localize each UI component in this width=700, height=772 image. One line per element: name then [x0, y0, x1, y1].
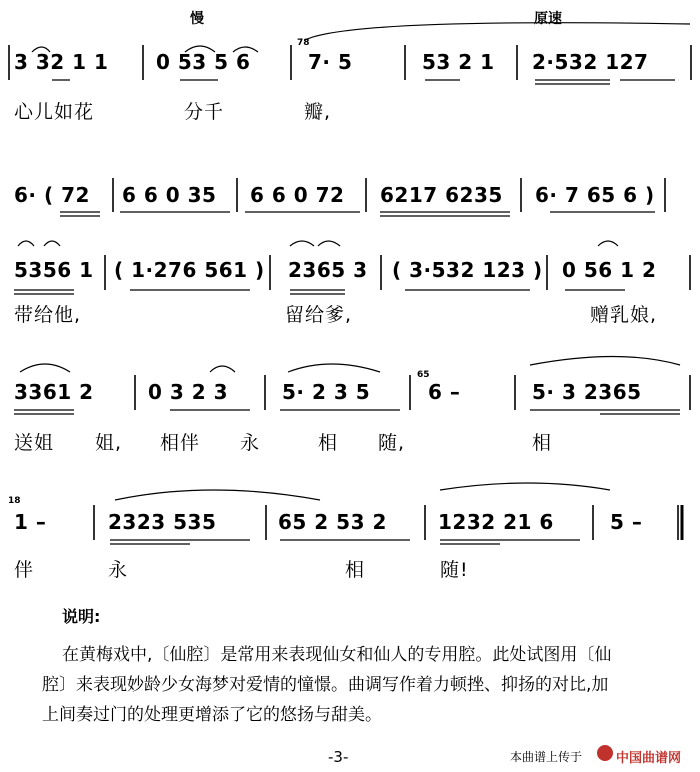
- system-1-mark: 78: [297, 38, 310, 48]
- system-3-lyric-1: 带给他,: [14, 304, 82, 326]
- notes-title: 说明:: [62, 607, 101, 626]
- tempo-line: [305, 23, 690, 40]
- system-3-lyric-3: 赠乳娘,: [590, 304, 658, 326]
- system-4-mark: 65: [417, 370, 430, 380]
- notes-line-2: 腔〕来表现妙龄少女海梦对爱情的憧憬。曲调写作着力顿挫、抑扬的对比,加: [42, 675, 609, 695]
- system-2-bar-1: 6· ( 72: [14, 183, 90, 207]
- system-4-bar-3: 5· 2 3 5: [282, 380, 371, 404]
- system-5-bar-2: 2323 535: [108, 510, 217, 534]
- system-5-bar-4: 1232 21 6: [438, 510, 554, 534]
- system-2-bar-2: 6 6 0 35: [122, 183, 217, 207]
- system-1-bar-1: 3 32 1 1: [14, 50, 109, 74]
- notes-line-1: 在黄梅戏中,〔仙腔〕是常用来表现仙女和仙人的专用腔。此处试图用〔仙: [62, 645, 612, 665]
- system-5-lyric-2: 永: [108, 559, 129, 581]
- system-5-bar-3: 65 2 53 2: [278, 510, 387, 534]
- system-2-bar-4: 6217 6235: [380, 183, 503, 207]
- system-1-lyric-2: 分千: [184, 101, 225, 123]
- system-4-bar-1: 3361 2: [14, 380, 94, 404]
- system-5-bar-1: 1 –: [14, 510, 47, 534]
- system-3-bar-4: ( 3·532 123 ): [392, 258, 543, 282]
- system-2-bar-3: 6 6 0 72: [250, 183, 345, 207]
- system-4-lyric-4: 永: [240, 432, 261, 454]
- tempo-slow: 慢: [190, 11, 204, 27]
- notes-line-3: 上间奏过门的处理更增添了它的悠扬与甜美。: [42, 705, 382, 725]
- system-3-bar-3: 2365 3: [288, 258, 368, 282]
- system-5-mark: 18: [8, 496, 21, 506]
- system-1-bar-3: 7· 5: [308, 50, 353, 74]
- system-3-bar-5: 0 56 1 2: [562, 258, 657, 282]
- system-3-bar-1: 5356 1: [14, 258, 94, 282]
- notes-body: [42, 640, 682, 730]
- site-logo-icon: [597, 745, 613, 761]
- system-4-lyric-6: 随,: [378, 432, 406, 454]
- system-2-bar-5: 6· 7 65 6 ): [535, 183, 655, 207]
- system-4-bar-5: 5· 3 2365: [532, 380, 642, 404]
- system-1-bar-4: 53 2 1: [422, 50, 495, 74]
- tempo-original: 原速: [534, 11, 562, 27]
- system-1-lyric-3: 瓣,: [304, 101, 332, 123]
- system-4-lyric-5: 相: [318, 432, 339, 454]
- system-4-lyric-2: 姐,: [95, 432, 123, 454]
- system-4-bar-4: 6 –: [428, 380, 461, 404]
- system-1-bar-5: 2·532 127: [532, 50, 649, 74]
- system-5-lyric-1: 伴: [14, 559, 35, 581]
- site-name: 中国曲谱网: [616, 751, 682, 766]
- system-3-bar-2: ( 1·276 561 ): [114, 258, 265, 282]
- page-number: -3-: [328, 748, 349, 766]
- system-4-lyric-7: 相: [532, 432, 553, 454]
- system-3-lyric-2: 留给爹,: [285, 304, 353, 326]
- upload-note: 本曲谱上传于: [510, 750, 583, 764]
- system-4-bar-2: 0 3 2 3: [148, 380, 229, 404]
- system-5-lyric-4: 随!: [440, 559, 469, 581]
- system-1-lyric-1: 心儿如花: [14, 101, 95, 123]
- system-5-bar-5: 5 –: [610, 510, 643, 534]
- system-5-lyric-3: 相: [345, 559, 366, 581]
- system-1-bar-2: 0 53 5 6: [156, 50, 251, 74]
- system-4-lyric-3: 相伴: [160, 432, 201, 454]
- system-4-lyric-1: 送姐: [14, 432, 55, 454]
